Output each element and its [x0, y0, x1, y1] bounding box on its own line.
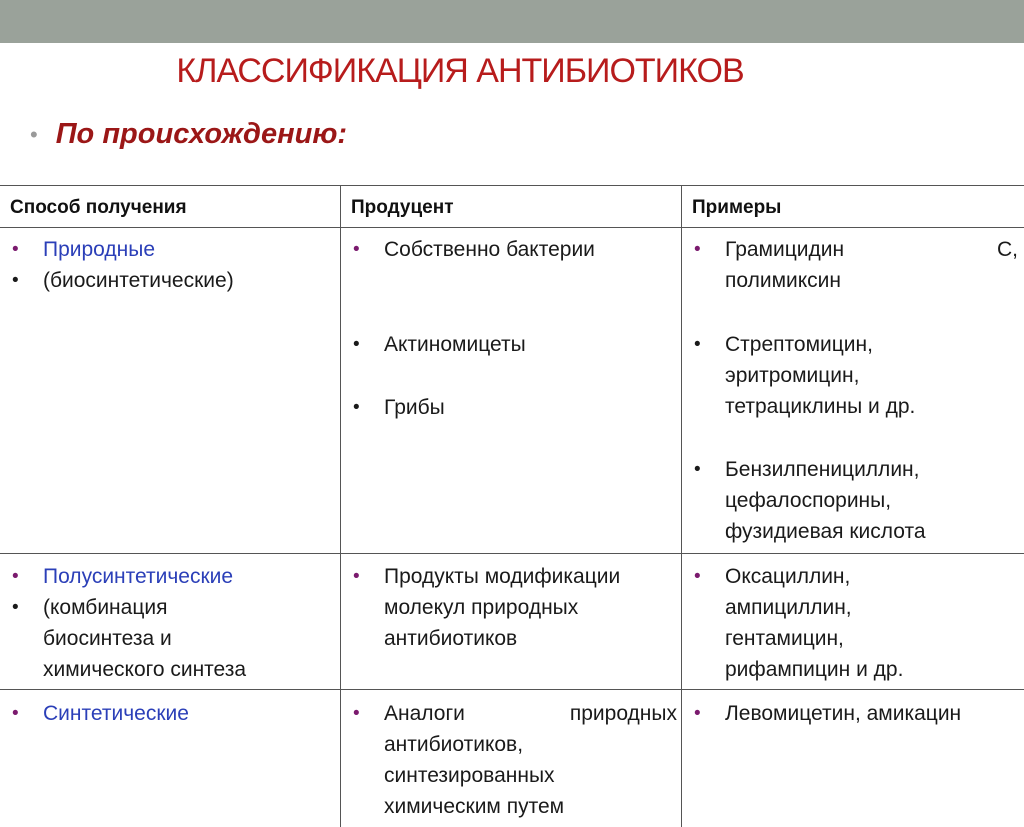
table-line: [0, 227, 1024, 228]
subtitle: [30, 118, 347, 151]
bullet: •: [694, 459, 701, 480]
method-note: (комбинация: [43, 596, 168, 619]
example-line: [725, 234, 1018, 265]
example-text: тетрациклины и др.: [725, 395, 916, 418]
method-name: Синтетические: [43, 702, 189, 725]
method-name: Полусинтетические: [43, 565, 234, 588]
subtitle-text: По происхождению:: [55, 118, 348, 150]
header-producer: Продуцент: [351, 197, 454, 218]
example-text: гентамицин,: [725, 627, 844, 650]
bullet: •: [694, 239, 701, 260]
bullet: •: [694, 703, 701, 724]
producer-text: Грибы: [384, 396, 445, 419]
bullet: •: [353, 566, 360, 587]
method-note: химического синтеза: [43, 658, 247, 681]
producer-text: синтезированных: [384, 764, 555, 787]
bullet: •: [694, 566, 701, 587]
example-text: рифампицин и др.: [725, 658, 904, 681]
producer-text: Актиномицеты: [384, 333, 526, 356]
bullet: •: [353, 239, 360, 260]
table-row: [6, 234, 336, 296]
table-line: [0, 553, 1024, 554]
producer-cell: [347, 392, 677, 423]
bullet: •: [694, 334, 701, 355]
example-text: Левомицетин, амикацин: [725, 702, 962, 725]
table-line: [681, 185, 682, 827]
table-line: [340, 185, 341, 827]
list-item: [347, 561, 677, 654]
examples-cell: [688, 561, 1018, 685]
example-text: Стрептомицин,: [725, 333, 873, 356]
producer-text: Аналоги: [384, 702, 465, 725]
table-row: [6, 698, 336, 729]
table-line: [0, 185, 1024, 186]
method-note: биосинтеза и: [43, 627, 172, 650]
slide-title: КЛАССИФИКАЦИЯ АНТИБИОТИКОВ: [176, 52, 744, 90]
bullet: •: [12, 270, 19, 291]
bullet: •: [12, 566, 19, 587]
list-item: [688, 698, 1018, 729]
bullet: •: [353, 334, 360, 355]
list-item: [688, 234, 1018, 296]
list-item: [347, 392, 677, 423]
producer-text: антибиотиков,: [384, 733, 524, 756]
example-text: фузидиевая кислота: [725, 520, 926, 543]
example-text: цефалоспорины,: [725, 489, 892, 512]
list-item: [688, 561, 1018, 685]
list-item: [6, 698, 336, 729]
producer-text: природных: [569, 702, 677, 725]
list-item: [688, 454, 1018, 547]
list-item: [6, 561, 336, 592]
example-text: Оксациллин,: [725, 565, 851, 588]
examples-cell: [688, 329, 1018, 422]
list-item: [347, 329, 677, 360]
producer-text: Собственно бактерии: [384, 238, 595, 261]
producer-text: молекул природных: [384, 596, 579, 619]
subtitle-bullet: •: [30, 121, 38, 147]
example-text: полимиксин: [725, 269, 841, 292]
list-item: [6, 234, 336, 265]
producer-text: Продукты модификации: [384, 565, 621, 588]
examples-cell: [688, 698, 1018, 729]
examples-cell: [688, 454, 1018, 547]
table-row: [6, 561, 336, 685]
bullet: •: [353, 397, 360, 418]
table-line: [0, 689, 1024, 690]
example-text: С,: [997, 238, 1018, 261]
list-item: [6, 265, 336, 296]
example-text: Бензилпенициллин,: [725, 458, 920, 481]
top-bar: [0, 0, 1024, 43]
bullet: •: [353, 703, 360, 724]
producer-text: антибиотиков: [384, 627, 518, 650]
bullet: •: [12, 239, 19, 260]
method-note: (биосинтетические): [43, 269, 234, 292]
list-item: [688, 329, 1018, 422]
producer-cell: [347, 234, 677, 265]
list-item: [347, 698, 677, 822]
producer-cell: [347, 698, 677, 822]
bullet: •: [12, 703, 19, 724]
method-name: Природные: [43, 238, 156, 261]
producer-cell: [347, 561, 677, 654]
examples-cell: [688, 234, 1018, 296]
header-method: Способ получения: [10, 197, 187, 218]
producer-line: [384, 698, 677, 729]
example-text: ампициллин,: [725, 596, 852, 619]
header-examples: Примеры: [692, 197, 782, 218]
producer-text: химическим путем: [384, 795, 565, 818]
example-text: эритромицин,: [725, 364, 860, 387]
example-text: Грамицидин: [725, 238, 845, 261]
bullet: •: [12, 597, 19, 618]
producer-cell: [347, 329, 677, 360]
list-item: [347, 234, 677, 265]
list-item: [6, 592, 336, 685]
